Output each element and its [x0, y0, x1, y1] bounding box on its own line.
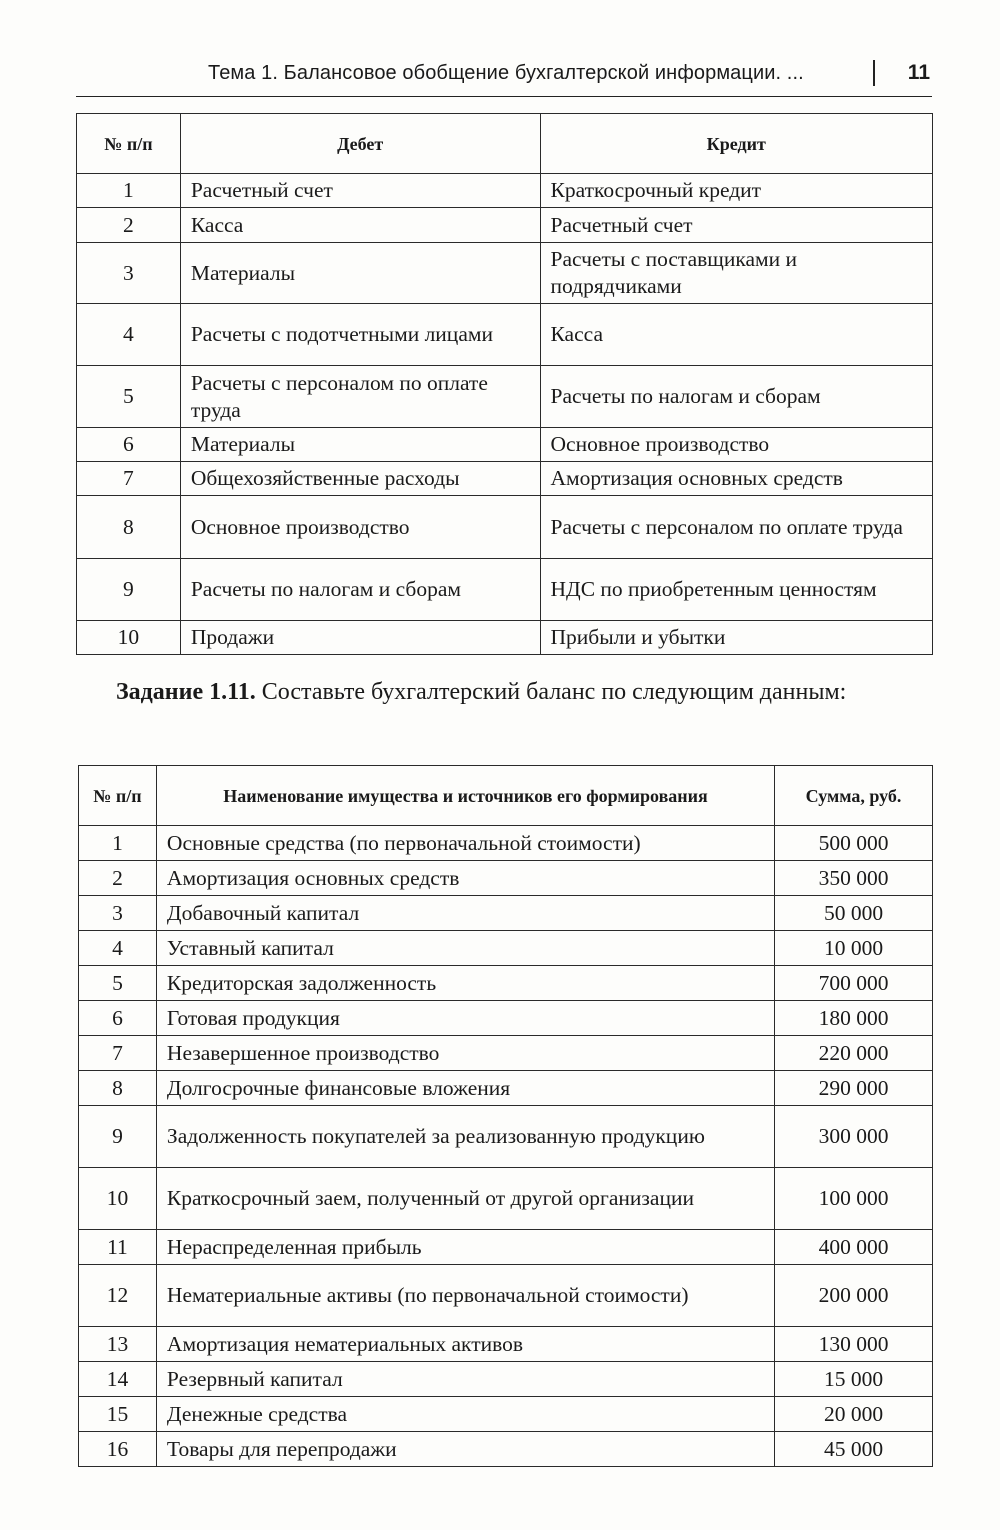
- table-row: [79, 896, 933, 931]
- credit-cell: НДС по приобретенным ценностям: [540, 559, 933, 621]
- row-number: 8: [77, 496, 181, 559]
- row-number: 2: [77, 208, 181, 243]
- name-cell: Товары для перепродажи: [156, 1432, 774, 1467]
- sum-cell: 15 000: [775, 1362, 933, 1397]
- sum-cell: 290 000: [775, 1071, 933, 1106]
- credit-cell: Расчеты по налогам и сборам: [540, 366, 933, 428]
- row-number: 14: [79, 1362, 157, 1397]
- credit-cell: Амортизация основных средств: [540, 462, 933, 496]
- table-row: [77, 174, 933, 208]
- credit-cell: Прибыли и убытки: [540, 621, 933, 655]
- sum-cell: 300 000: [775, 1106, 933, 1168]
- row-number: 7: [79, 1036, 157, 1071]
- row-number: 3: [77, 243, 181, 304]
- row-number: 1: [79, 826, 157, 861]
- debit-cell: Продажи: [180, 621, 540, 655]
- name-cell: Резервный капитал: [156, 1362, 774, 1397]
- table-row: [79, 1230, 933, 1265]
- balance-data-table: [78, 765, 933, 1467]
- header-title: Тема 1. Балансовое обобщение бухгалтерской информации. ...: [208, 62, 804, 84]
- task-text: Составьте бухгалтерский баланс по следующим данным:: [261, 679, 847, 705]
- debit-cell: Расчеты по налогам и сборам: [180, 559, 540, 621]
- row-number: 6: [79, 1001, 157, 1036]
- row-number: 8: [79, 1071, 157, 1106]
- sum-cell: 400 000: [775, 1230, 933, 1265]
- row-number: 2: [79, 861, 157, 896]
- sum-cell: 20 000: [775, 1397, 933, 1432]
- row-number: 5: [77, 366, 181, 428]
- column-header-credit: Кредит: [540, 114, 933, 174]
- debit-cell: Расчеты с персоналом по оплате труда: [180, 366, 540, 428]
- credit-cell: Расчеты с поставщиками и подрядчиками: [540, 243, 933, 304]
- table-row: [77, 243, 933, 304]
- table-row: [79, 1265, 933, 1327]
- credit-cell: Расчеты с персоналом по оплате труда: [540, 496, 933, 559]
- column-header-number: № п/п: [79, 766, 157, 826]
- table-header-row: [77, 114, 933, 174]
- credit-cell: Краткосрочный кредит: [540, 174, 933, 208]
- credit-cell: Основное производство: [540, 428, 933, 462]
- column-header-debit: Дебет: [180, 114, 540, 174]
- debit-cell: Общехозяйственные расходы: [180, 462, 540, 496]
- table-row: [77, 208, 933, 243]
- name-cell: Добавочный капитал: [156, 896, 774, 931]
- row-number: 6: [77, 428, 181, 462]
- table-row: [77, 621, 933, 655]
- credit-cell: Касса: [540, 304, 933, 366]
- name-cell: Уставный капитал: [156, 931, 774, 966]
- debit-credit-table: [76, 113, 933, 655]
- row-number: 16: [79, 1432, 157, 1467]
- row-number: 4: [77, 304, 181, 366]
- table-row: [79, 1001, 933, 1036]
- table-row: [77, 366, 933, 428]
- table-row: [79, 1071, 933, 1106]
- table-row: [77, 496, 933, 559]
- task-paragraph: [78, 676, 930, 709]
- table-row: [77, 304, 933, 366]
- row-number: 4: [79, 931, 157, 966]
- sum-cell: 180 000: [775, 1001, 933, 1036]
- row-number: 5: [79, 966, 157, 1001]
- table-row: [79, 1327, 933, 1362]
- name-cell: Амортизация основных средств: [156, 861, 774, 896]
- table-header-row: [79, 766, 933, 826]
- debit-cell: Материалы: [180, 428, 540, 462]
- sum-cell: 200 000: [775, 1265, 933, 1327]
- table-row: [79, 1168, 933, 1230]
- sum-cell: 130 000: [775, 1327, 933, 1362]
- name-cell: Краткосрочный заем, полученный от другой организации: [156, 1168, 774, 1230]
- row-number: 10: [77, 621, 181, 655]
- sum-cell: 45 000: [775, 1432, 933, 1467]
- name-cell: Кредиторская задолженность: [156, 966, 774, 1001]
- page-number: 11: [907, 61, 930, 84]
- name-cell: Незавершенное производство: [156, 1036, 774, 1071]
- table-row: [79, 1397, 933, 1432]
- name-cell: Долгосрочные финансовые вложения: [156, 1071, 774, 1106]
- sum-cell: 700 000: [775, 966, 933, 1001]
- sum-cell: 350 000: [775, 861, 933, 896]
- column-header-sum: Сумма, руб.: [775, 766, 933, 826]
- name-cell: Основные средства (по первоначальной стоимости): [156, 826, 774, 861]
- row-number: 3: [79, 896, 157, 931]
- debit-cell: Основное производство: [180, 496, 540, 559]
- column-header-number: № п/п: [77, 114, 181, 174]
- name-cell: Нематериальные активы (по первоначальной стоимости): [156, 1265, 774, 1327]
- sum-cell: 50 000: [775, 896, 933, 931]
- table-row: [79, 1036, 933, 1071]
- sum-cell: 500 000: [775, 826, 933, 861]
- row-number: 9: [79, 1106, 157, 1168]
- running-header: [76, 60, 932, 97]
- sum-cell: 220 000: [775, 1036, 933, 1071]
- sum-cell: 10 000: [775, 931, 933, 966]
- sum-cell: 100 000: [775, 1168, 933, 1230]
- name-cell: Готовая продукция: [156, 1001, 774, 1036]
- table-row: [79, 1432, 933, 1467]
- table-row: [79, 826, 933, 861]
- row-number: 12: [79, 1265, 157, 1327]
- name-cell: Денежные средства: [156, 1397, 774, 1432]
- debit-cell: Расчеты с подотчетными лицами: [180, 304, 540, 366]
- table-row: [77, 559, 933, 621]
- name-cell: Нераспределенная прибыль: [156, 1230, 774, 1265]
- table-row: [79, 931, 933, 966]
- header-divider: [873, 60, 875, 86]
- row-number: 9: [77, 559, 181, 621]
- column-header-name: Наименование имущества и источников его формирования: [156, 766, 774, 826]
- name-cell: Амортизация нематериальных активов: [156, 1327, 774, 1362]
- table-row: [77, 428, 933, 462]
- row-number: 11: [79, 1230, 157, 1265]
- table-row: [77, 462, 933, 496]
- row-number: 15: [79, 1397, 157, 1432]
- credit-cell: Расчетный счет: [540, 208, 933, 243]
- debit-cell: Расчетный счет: [180, 174, 540, 208]
- row-number: 1: [77, 174, 181, 208]
- debit-cell: Касса: [180, 208, 540, 243]
- row-number: 7: [77, 462, 181, 496]
- table-row: [79, 1362, 933, 1397]
- row-number: 10: [79, 1168, 157, 1230]
- table-row: [79, 1106, 933, 1168]
- task-label: Задание 1.11.: [116, 679, 256, 705]
- debit-cell: Материалы: [180, 243, 540, 304]
- table-row: [79, 861, 933, 896]
- row-number: 13: [79, 1327, 157, 1362]
- name-cell: Задолженность покупателей за реализованную продукцию: [156, 1106, 774, 1168]
- table-row: [79, 966, 933, 1001]
